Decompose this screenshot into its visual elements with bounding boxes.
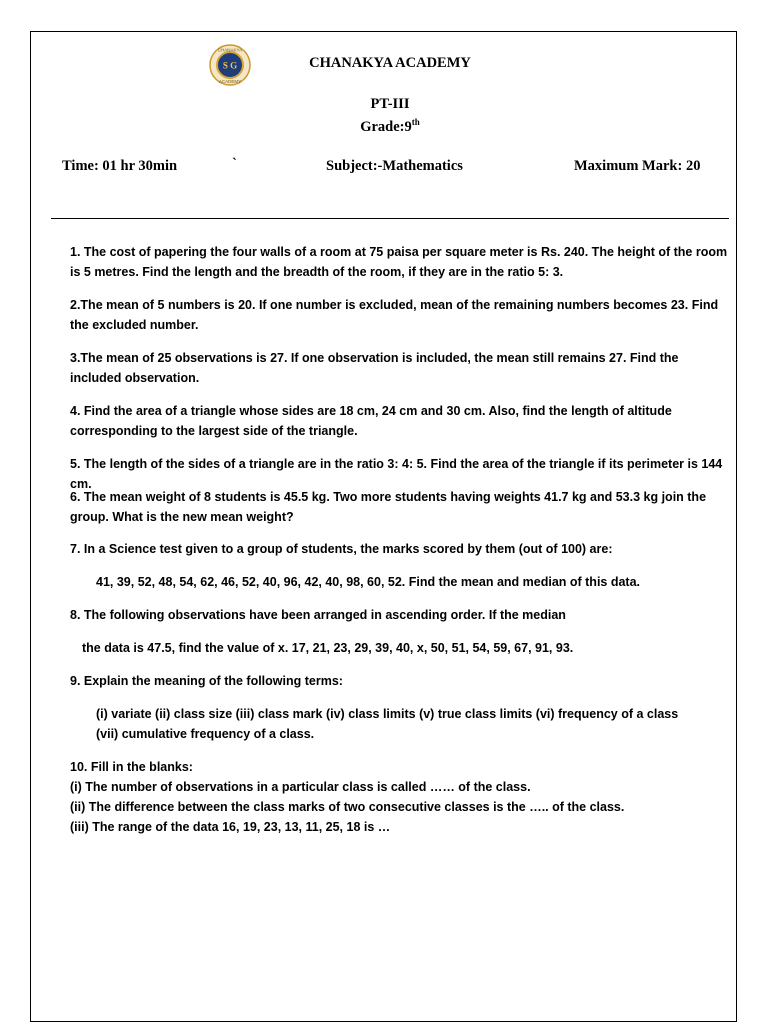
logo-text-bottom: ACADEMY bbox=[218, 79, 242, 84]
question-1: 1. The cost of papering the four walls of a room at 75 paisa per square meter is Rs. 240. The height of the room is 5 metres. Find the length and the breadth of the room, if they are in the ratio 5: 3. bbox=[70, 245, 728, 279]
question-10-line-3: (ii) The difference between the class marks of two consecutive classes is the ….. of the class. bbox=[70, 800, 625, 814]
question-7-line-1: 7. In a Science test given to a group of students, the marks scored by them (out of 100) are: bbox=[70, 542, 613, 556]
question-2: 2.The mean of 5 numbers is 20. If one number is excluded, mean of the remaining numbers becomes 23. Find the excluded number. bbox=[70, 298, 719, 332]
question-4: 4. Find the area of a triangle whose sides are 18 cm, 24 cm and 30 cm. Also, find the length of altitude corresponding to the largest side of the triangle. bbox=[70, 404, 672, 438]
question-10-line-2: (i) The number of observations in a particular class is called …… of the class. bbox=[70, 780, 531, 794]
question-9-line-3: (vii) cumulative frequency of a class. bbox=[96, 727, 315, 741]
question-9-line-2: (i) variate (ii) class size (iii) class mark (iv) class limits (v) true class limits (vi) frequency of a class bbox=[96, 707, 679, 721]
question-8-line-1: 8. The following observations have been arranged in ascending order. If the median bbox=[70, 608, 566, 622]
test-name: PT-III bbox=[370, 96, 410, 112]
grade-label bbox=[31, 117, 749, 136]
subject-label: Subject:-Mathematics bbox=[326, 158, 463, 174]
question-10-line-4: (iii) The range of the data 16, 19, 23, 13, 11, 25, 18 is … bbox=[70, 820, 391, 834]
logo-text-top: CHANAKYA bbox=[217, 47, 243, 53]
question-8-line-2: the data is 47.5, find the value of x. 17, 21, 23, 29, 39, 40, x, 50, 51, 54, 59, 67, 91, 93. bbox=[82, 641, 574, 655]
academy-name: CHANAKYA ACADEMY bbox=[309, 55, 471, 71]
question-7-line-2: 41, 39, 52, 48, 54, 62, 46, 52, 40, 96, 42, 40, 98, 60, 52. Find the mean and median of this data. bbox=[96, 575, 641, 589]
grade-text: Grade:9 bbox=[360, 118, 412, 135]
time-label: Time: 01 hr 30min bbox=[62, 158, 178, 174]
header-divider bbox=[51, 218, 729, 219]
logo-monogram: S G bbox=[222, 60, 238, 71]
grade-superscript: th bbox=[411, 117, 420, 127]
question-5: 5. The length of the sides of a triangle are in the ratio 3: 4: 5. Find the area of the triangle if its perimeter is 144 cm. bbox=[70, 457, 723, 491]
stray-tick-mark: ` bbox=[232, 156, 237, 172]
question-10-line-1: 10. Fill in the blanks: bbox=[70, 760, 193, 774]
question-3: 3.The mean of 25 observations is 27. If one observation is included, the mean still remains 27. Find the included observation. bbox=[70, 351, 679, 385]
question-paper bbox=[30, 31, 737, 1022]
max-mark-label: Maximum Mark: 20 bbox=[574, 158, 701, 174]
question-9-line-1: 9. Explain the meaning of the following terms: bbox=[70, 674, 343, 688]
question-6: 6. The mean weight of 8 students is 45.5 kg. Two more students having weights 41.7 kg and 53.3 kg join the group. What is the new mean weight? bbox=[70, 490, 707, 524]
